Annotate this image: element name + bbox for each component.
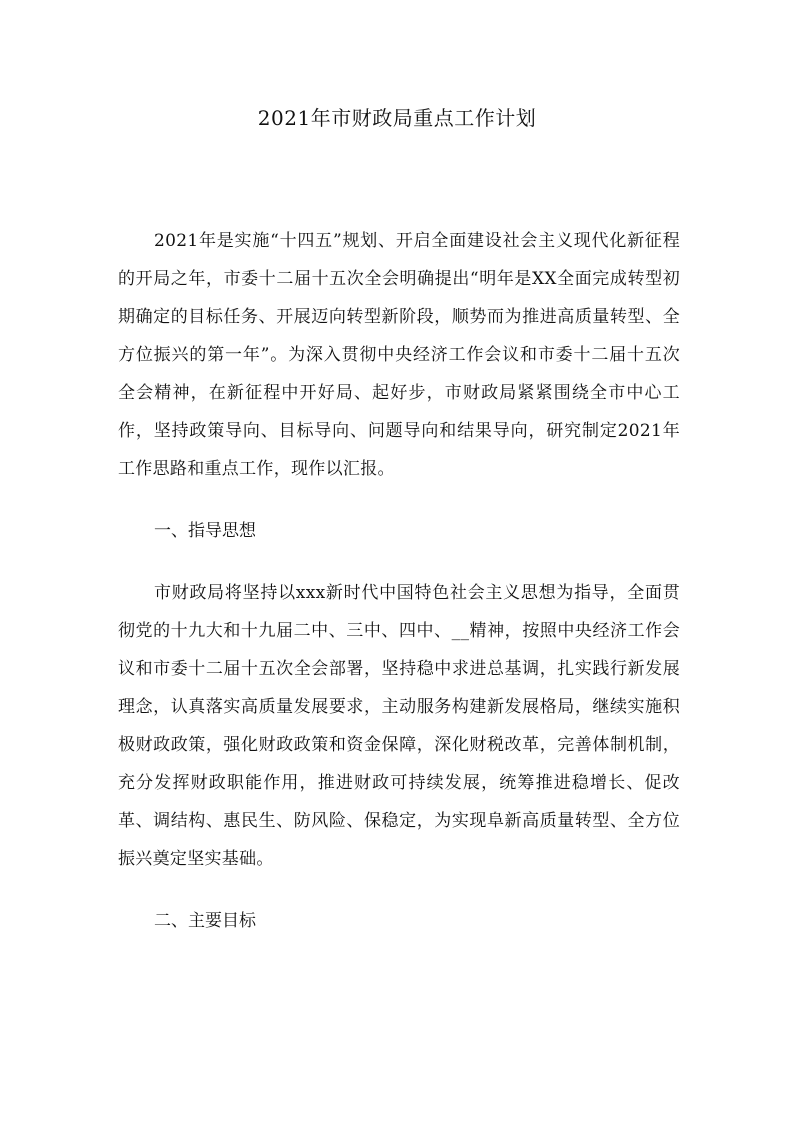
document-body <box>118 222 680 940</box>
paragraph-spacer <box>118 878 680 902</box>
section-heading-main-goals: 二、主要目标 <box>154 911 256 931</box>
paragraph-spacer <box>118 488 680 512</box>
document-title: 2021年市财政局重点工作计划 <box>257 106 537 130</box>
paragraph-spacer <box>118 550 680 574</box>
section-heading-guiding-ideology: 一、指导思想 <box>154 521 256 541</box>
guiding-ideology-paragraph: 市财政局将坚持以xxx新时代中国特色社会主义思想为指导，全面贯彻党的十九大和十九届二中、三中、四中、__精神，按照中央经济工作会议和市委十二届十五次全会部署，坚持稳中求进总基调，扎实践行新发展理念，认真落实高质量发展要求，主动服务构建新发展格局，继续实施积极财政政策，强化财政政策和资金保障，深化财税改革，完善体制机制，充分发挥财政职能作用，推进财政可持续发展，统筹推进稳增长、促改革、调结构、惠民生、防风险、保稳定，为实现阜新高质量转型、全方位振兴奠定坚实基础。 <box>118 583 680 869</box>
intro-paragraph: 2021年是实施“十四五”规划、开启全面建设社会主义现代化新征程的开局之年，市委十二届十五次全会明确提出“明年是XX全面完成转型初期确定的目标任务、开展迈向转型新阶段，顺势而为推进高质量转型、全方位振兴的第一年”。为深入贯彻中央经济工作会议和市委十二届十五次全会精神，在新征程中开好局、起好步，市财政局紧紧围绕全市中心工作，坚持政策导向、目标导向、问题导向和结果导向，研究制定2021年工作思路和重点工作，现作以汇报。 <box>118 231 680 479</box>
